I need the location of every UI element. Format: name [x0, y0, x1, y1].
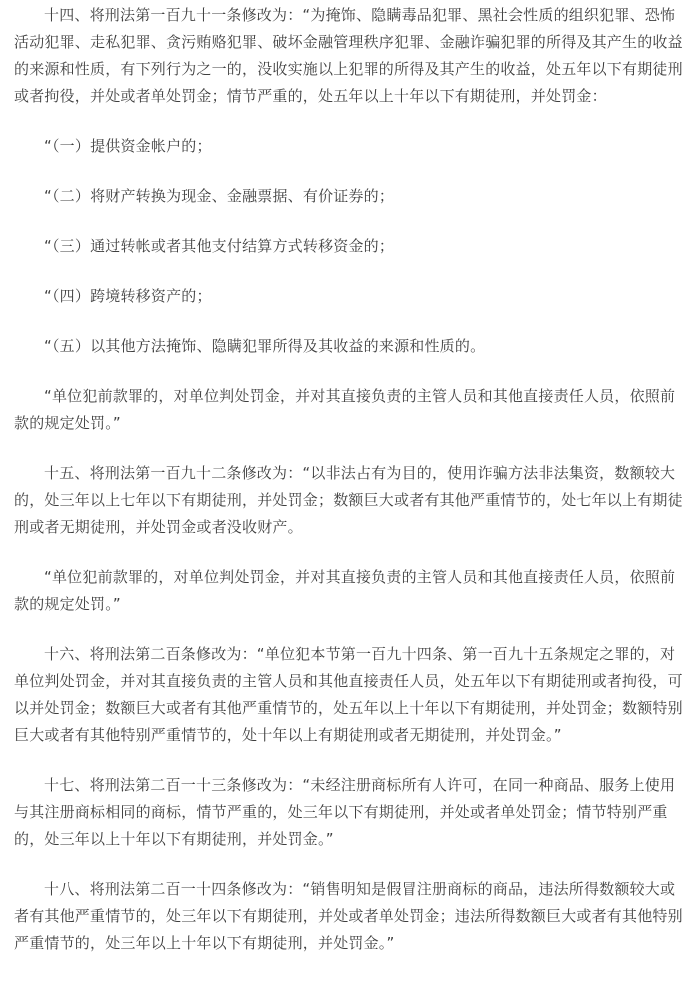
- article-15-unit-crime-paragraph: “单位犯前款罪的，对单位判处罚金，并对其直接负责的主管人员和其他直接责任人员，依照前款的规定处罚。”: [14, 568, 676, 613]
- item-2-paragraph: “（二）将财产转换为现金、金融票据、有价证券的；: [44, 187, 395, 205]
- article-14-unit-crime-paragraph: “单位犯前款罪的，对单位判处罚金，并对其直接负责的主管人员和其他直接责任人员，依照前款的规定处罚。”: [14, 387, 676, 432]
- article-18-paragraph: 十八、将刑法第二百一十四条修改为：“销售明知是假冒注册商标的商品，违法所得数额较大或者有其他严重情节的，处三年以下有期徒刑，并处或者单处罚金；违法所得数额巨大或者有其他特别严重情节的，处三年以上十年以下有期徒刑，并处罚金。”: [14, 880, 683, 952]
- item-1-paragraph: “（一）提供资金帐户的；: [44, 137, 212, 155]
- item-5-paragraph: “（五）以其他方法掩饰、隐瞒犯罪所得及其收益的来源和性质的。: [44, 337, 486, 355]
- article-15-paragraph: 十五、将刑法第一百九十二条修改为：“以非法占有为目的，使用诈骗方法非法集资，数额较大的，处三年以上七年以下有期徒刑，并处罚金；数额巨大或者有其他严重情节的，处七年以上有期徒刑或者无期徒刑，并处罚金或者没收财产。: [14, 464, 683, 536]
- item-4-paragraph: “（四）跨境转移资产的；: [44, 287, 212, 305]
- article-16-paragraph: 十六、将刑法第二百条修改为：“单位犯本节第一百九十四条、第一百九十五条规定之罪的，对单位判处罚金，并对其直接负责的主管人员和其他直接责任人员，处五年以下有期徒刑或者拘役，可以并处罚金；数额巨大或者有其他严重情节的，处五年以上十年以下有期徒刑，并处罚金；数额特别巨大或者有其他特别严重情节的，处十年以上有期徒刑或者无期徒刑，并处罚金。”: [14, 645, 683, 744]
- item-3-paragraph: “（三）通过转帐或者其他支付结算方式转移资金的；: [44, 237, 395, 255]
- article-14-paragraph: 十四、将刑法第一百九十一条修改为：“为掩饰、隐瞒毒品犯罪、黑社会性质的组织犯罪、恐怖活动犯罪、走私犯罪、贪污贿赂犯罪、破坏金融管理秩序犯罪、金融诈骗犯罪的所得及其产生的收益的来源和性质，有下列行为之一的，没收实施以上犯罪的所得及其产生的收益，处五年以下有期徒刑或者拘役，并处或者单处罚金；情节严重的，处五年以上十年以下有期徒刑，并处罚金：: [14, 6, 683, 105]
- article-17-paragraph: 十七、将刑法第二百一十三条修改为：“未经注册商标所有人许可，在同一种商品、服务上使用与其注册商标相同的商标，情节严重的，处三年以下有期徒刑，并处或者单处罚金；情节特别严重的，处三年以上十年以下有期徒刑，并处罚金。”: [14, 776, 676, 848]
